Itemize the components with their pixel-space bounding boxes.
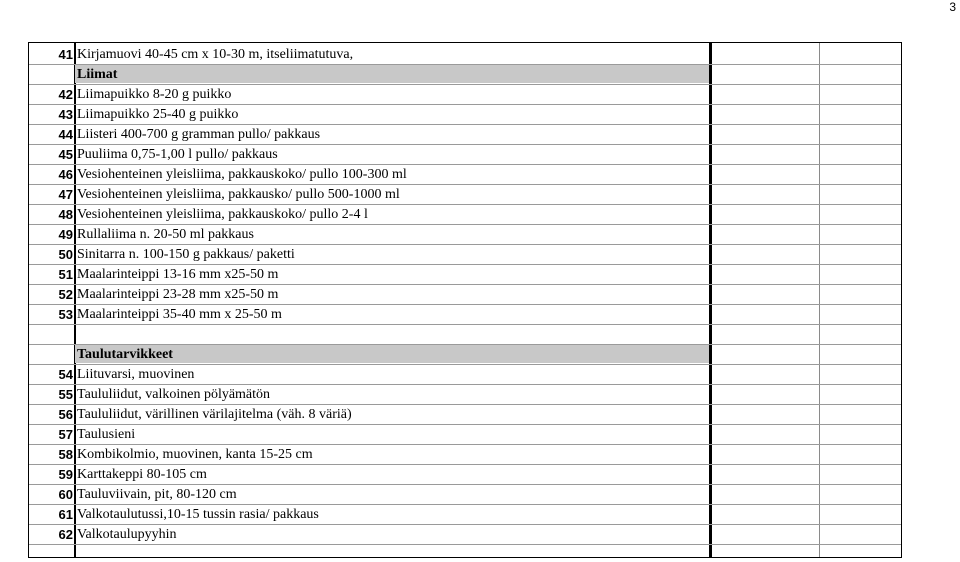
table-row bbox=[29, 125, 901, 145]
item-description: Maalarinteippi 35-40 mm x 25-50 m bbox=[77, 307, 282, 322]
table-row bbox=[29, 365, 901, 385]
section-header-row bbox=[29, 345, 901, 365]
item-description: Taululiidut, valkoinen pölyämätön bbox=[77, 387, 271, 402]
row-number: 46 bbox=[58, 167, 73, 182]
row-number: 61 bbox=[58, 507, 73, 522]
price-table bbox=[28, 42, 902, 558]
item-description: Liituvarsi, muovinen bbox=[77, 367, 195, 382]
item-description: Vesiohenteinen yleisliima, pakkauskoko/ pullo 100-300 ml bbox=[77, 167, 407, 182]
row-number: 47 bbox=[58, 187, 73, 202]
table-row bbox=[29, 465, 901, 485]
item-description: Kombikolmio, muovinen, kanta 15-25 cm bbox=[77, 447, 313, 462]
table-row bbox=[29, 285, 901, 305]
table-row bbox=[29, 505, 901, 525]
row-number: 45 bbox=[58, 147, 73, 162]
item-description: Liimapuikko 25-40 g puikko bbox=[77, 107, 239, 122]
table-row bbox=[29, 385, 901, 405]
page-number: 3 bbox=[949, 0, 956, 14]
table-row bbox=[29, 325, 901, 345]
item-description: Liisteri 400-700 g gramman pullo/ pakkaus bbox=[77, 127, 321, 142]
row-number: 60 bbox=[58, 487, 73, 502]
table-row bbox=[29, 265, 901, 285]
item-description: Taululiidut, värillinen värilajitelma (väh. 8 väriä) bbox=[77, 407, 352, 422]
item-description: Vesiohenteinen yleisliima, pakkausko/ pullo 500-1000 ml bbox=[77, 187, 400, 202]
table-row bbox=[29, 525, 901, 545]
item-description: Rullaliima n. 20-50 ml pakkaus bbox=[77, 227, 254, 242]
section-title: Taulutarvikkeet bbox=[77, 347, 173, 362]
table-row bbox=[29, 185, 901, 205]
table-row bbox=[29, 45, 901, 65]
section-title: Liimat bbox=[77, 67, 118, 82]
row-number: 56 bbox=[58, 407, 73, 422]
row-number: 50 bbox=[58, 247, 73, 262]
table-row bbox=[29, 405, 901, 425]
table-row bbox=[29, 105, 901, 125]
row-number: 48 bbox=[58, 207, 73, 222]
item-description: Tauluviivain, pit, 80-120 cm bbox=[77, 487, 237, 502]
row-number: 58 bbox=[58, 447, 73, 462]
row-number: 41 bbox=[58, 47, 73, 62]
row-number: 49 bbox=[58, 227, 73, 242]
item-description: Valkotaulupyyhin bbox=[77, 527, 177, 542]
table-row bbox=[29, 225, 901, 245]
row-number: 57 bbox=[58, 427, 73, 442]
row-number: 62 bbox=[58, 527, 73, 542]
row-number: 44 bbox=[58, 127, 73, 142]
table-row bbox=[29, 245, 901, 265]
item-description: Kirjamuovi 40-45 cm x 10-30 m, itseliimatutuva, bbox=[77, 47, 354, 62]
section-header-row bbox=[29, 65, 901, 85]
row-number: 42 bbox=[58, 87, 73, 102]
item-description: Valkotaulutussi,10-15 tussin rasia/ pakkaus bbox=[77, 507, 319, 522]
item-description: Maalarinteippi 13-16 mm x25-50 m bbox=[77, 267, 279, 282]
item-description: Sinitarra n. 100-150 g pakkaus/ paketti bbox=[77, 247, 295, 262]
header-shading bbox=[75, 65, 709, 83]
item-description: Vesiohenteinen yleisliima, pakkauskoko/ pullo 2-4 l bbox=[77, 207, 368, 222]
row-number: 53 bbox=[58, 307, 73, 322]
table-row bbox=[29, 165, 901, 185]
row-number: 59 bbox=[58, 467, 73, 482]
row-number: 55 bbox=[58, 387, 73, 402]
row-number: 54 bbox=[58, 367, 73, 382]
table-row bbox=[29, 445, 901, 465]
row-number: 43 bbox=[58, 107, 73, 122]
item-description: Karttakeppi 80-105 cm bbox=[77, 467, 207, 482]
item-description: Liimapuikko 8-20 g puikko bbox=[77, 87, 232, 102]
table-row bbox=[29, 145, 901, 165]
table-row bbox=[29, 485, 901, 505]
row-number: 51 bbox=[58, 267, 73, 282]
item-description: Taulusieni bbox=[77, 427, 136, 442]
table-row bbox=[29, 85, 901, 105]
row-number: 52 bbox=[58, 287, 73, 302]
table-row bbox=[29, 205, 901, 225]
table-row bbox=[29, 425, 901, 445]
item-description: Maalarinteippi 23-28 mm x25-50 m bbox=[77, 287, 279, 302]
table-row bbox=[29, 305, 901, 325]
item-description: Puuliima 0,75-1,00 l pullo/ pakkaus bbox=[77, 147, 278, 162]
